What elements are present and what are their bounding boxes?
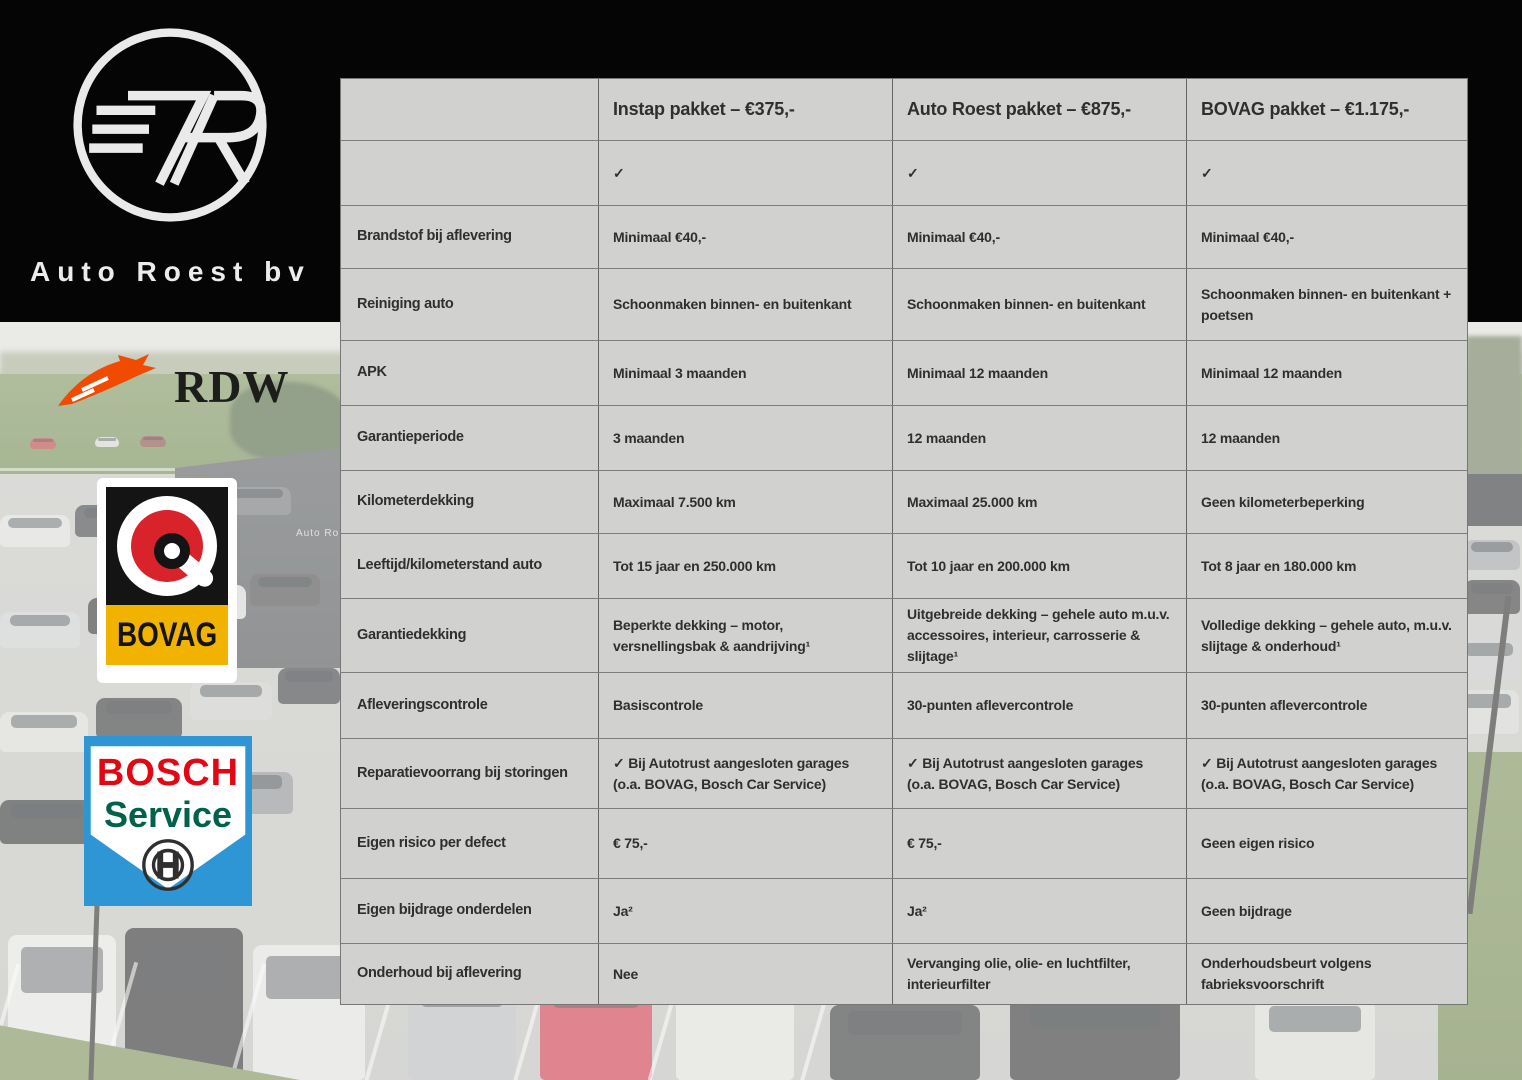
bosch-service-text: Service — [103, 794, 233, 835]
table-cell: Volledige dekking – gehele auto, m.u.v. slijtage & onderhoud¹ — [1186, 599, 1469, 672]
header-cell-empty — [341, 79, 598, 140]
row-label: Eigen risico per defect — [357, 834, 506, 851]
table-cell: Schoonmaken binnen- en buitenkant + poetsen — [1186, 269, 1469, 340]
package-comparison-table — [340, 78, 1468, 1005]
building-sign: Auto Ro — [296, 528, 340, 539]
table-cell: € 75,- — [598, 809, 892, 878]
table-cell: 12 maanden — [1186, 406, 1469, 470]
row-label: Leeftijd/kilometerstand auto — [357, 557, 542, 574]
table-row — [341, 879, 1467, 944]
table-cell: Minimaal 3 maanden — [598, 341, 892, 405]
table-cell: Schoonmaken binnen- en buitenkant — [892, 269, 1186, 340]
table-row — [341, 141, 1467, 206]
table-row — [341, 269, 1467, 341]
table-row — [341, 341, 1467, 406]
table-cell: Minimaal 12 maanden — [1186, 341, 1469, 405]
bovag-logo — [97, 478, 237, 683]
table-cell: € 75,- — [892, 809, 1186, 878]
table-cell: 30-punten aflevercontrole — [892, 673, 1186, 738]
table-cell: Ja² — [598, 879, 892, 943]
table-row — [341, 599, 1467, 673]
table-cell: 12 maanden — [892, 406, 1186, 470]
table-row — [341, 739, 1467, 809]
table-cell: Maximaal 25.000 km — [892, 471, 1186, 533]
row-label: Afleveringscontrole — [357, 696, 488, 713]
table-row — [341, 944, 1467, 1004]
table-row — [341, 673, 1467, 739]
table-cell: Geen kilometerbeperking — [1186, 471, 1469, 533]
table-cell: Minimaal €40,- — [892, 206, 1186, 268]
table-cell: Vervanging olie, olie- en luchtfilter, interieurfilter — [892, 944, 1186, 1004]
row-label: Brandstof bij aflevering — [357, 228, 512, 245]
table-cell: Minimaal 12 maanden — [892, 341, 1186, 405]
table-cell: Minimaal €40,- — [598, 206, 892, 268]
table-row — [341, 206, 1467, 269]
rdw-wing-icon — [52, 346, 172, 418]
row-label: Kilometerdekking — [357, 493, 474, 510]
bosch-text: BOSCH — [96, 752, 240, 794]
table-row — [341, 406, 1467, 471]
table-cell: Maximaal 7.500 km — [598, 471, 892, 533]
table-cell: ✓ Bij Autotrust aangesloten garages (o.a. BOVAG, Bosch Car Service) — [1186, 739, 1469, 808]
row-label: Garantieperiode — [357, 429, 464, 446]
rdw-logo — [52, 346, 292, 430]
table-cell: Schoonmaken binnen- en buitenkant — [598, 269, 892, 340]
table-cell: ✓ — [892, 141, 1186, 205]
table-cell: Tot 8 jaar en 180.000 km — [1186, 534, 1469, 598]
rdw-text: RDW — [174, 361, 290, 412]
row-label — [341, 141, 598, 205]
table-cell: ✓ Bij Autotrust aangesloten garages (o.a. BOVAG, Bosch Car Service) — [892, 739, 1186, 808]
table-cell: Ja² — [892, 879, 1186, 943]
table-cell: Onderhoudsbeurt volgens fabrieksvoorschrift — [1186, 944, 1469, 1004]
header-cell-auto-roest: Auto Roest pakket – €875,- — [892, 79, 1186, 140]
auto-roest-brand — [30, 20, 310, 288]
table-row — [341, 534, 1467, 599]
table-cell: 30-punten aflevercontrole — [1186, 673, 1469, 738]
table-cell: ✓ Bij Autotrust aangesloten garages (o.a. BOVAG, Bosch Car Service) — [598, 739, 892, 808]
table-cell: Minimaal €40,- — [1186, 206, 1469, 268]
bovag-emblem-icon — [106, 487, 228, 605]
table-cell: Tot 15 jaar en 250.000 km — [598, 534, 892, 598]
table-cell: ✓ — [598, 141, 892, 205]
table-cell: Geen eigen risico — [1186, 809, 1469, 878]
table-row — [341, 471, 1467, 534]
table-header-row — [341, 79, 1467, 141]
table-cell: Tot 10 jaar en 200.000 km — [892, 534, 1186, 598]
brand-name: Auto Roest bv — [30, 256, 311, 287]
table-cell: Uitgebreide dekking – gehele auto m.u.v. accessoires, interieur, carrosserie & slijtage¹ — [892, 599, 1186, 672]
table-cell: ✓ — [1186, 141, 1469, 205]
row-label: Reparatievoorrang bij storingen — [357, 764, 568, 781]
table-cell: Nee — [598, 944, 892, 1004]
table-cell: Geen bijdrage — [1186, 879, 1469, 943]
row-label: Eigen bijdrage onderdelen — [357, 902, 532, 919]
bovag-text: BOVAG — [116, 615, 218, 654]
bovag-yellow-band — [106, 605, 228, 665]
table-row — [341, 809, 1467, 879]
table-cell: Basiscontrole — [598, 673, 892, 738]
bosch-armature-icon — [139, 836, 197, 894]
bosch-service-logo — [84, 736, 252, 906]
auto-roest-logo-icon — [65, 20, 275, 230]
table-cell: 3 maanden — [598, 406, 892, 470]
row-label: Onderhoud bij aflevering — [357, 965, 522, 982]
header-cell-bovag: BOVAG pakket – €1.175,- — [1186, 79, 1469, 140]
header-cell-instap: Instap pakket – €375,- — [598, 79, 892, 140]
row-label: Garantiedekking — [357, 626, 467, 643]
row-label: APK — [357, 364, 387, 381]
row-label: Reiniging auto — [357, 295, 454, 312]
table-cell: Beperkte dekking – motor, versnellingsbak & aandrijving¹ — [598, 599, 892, 672]
